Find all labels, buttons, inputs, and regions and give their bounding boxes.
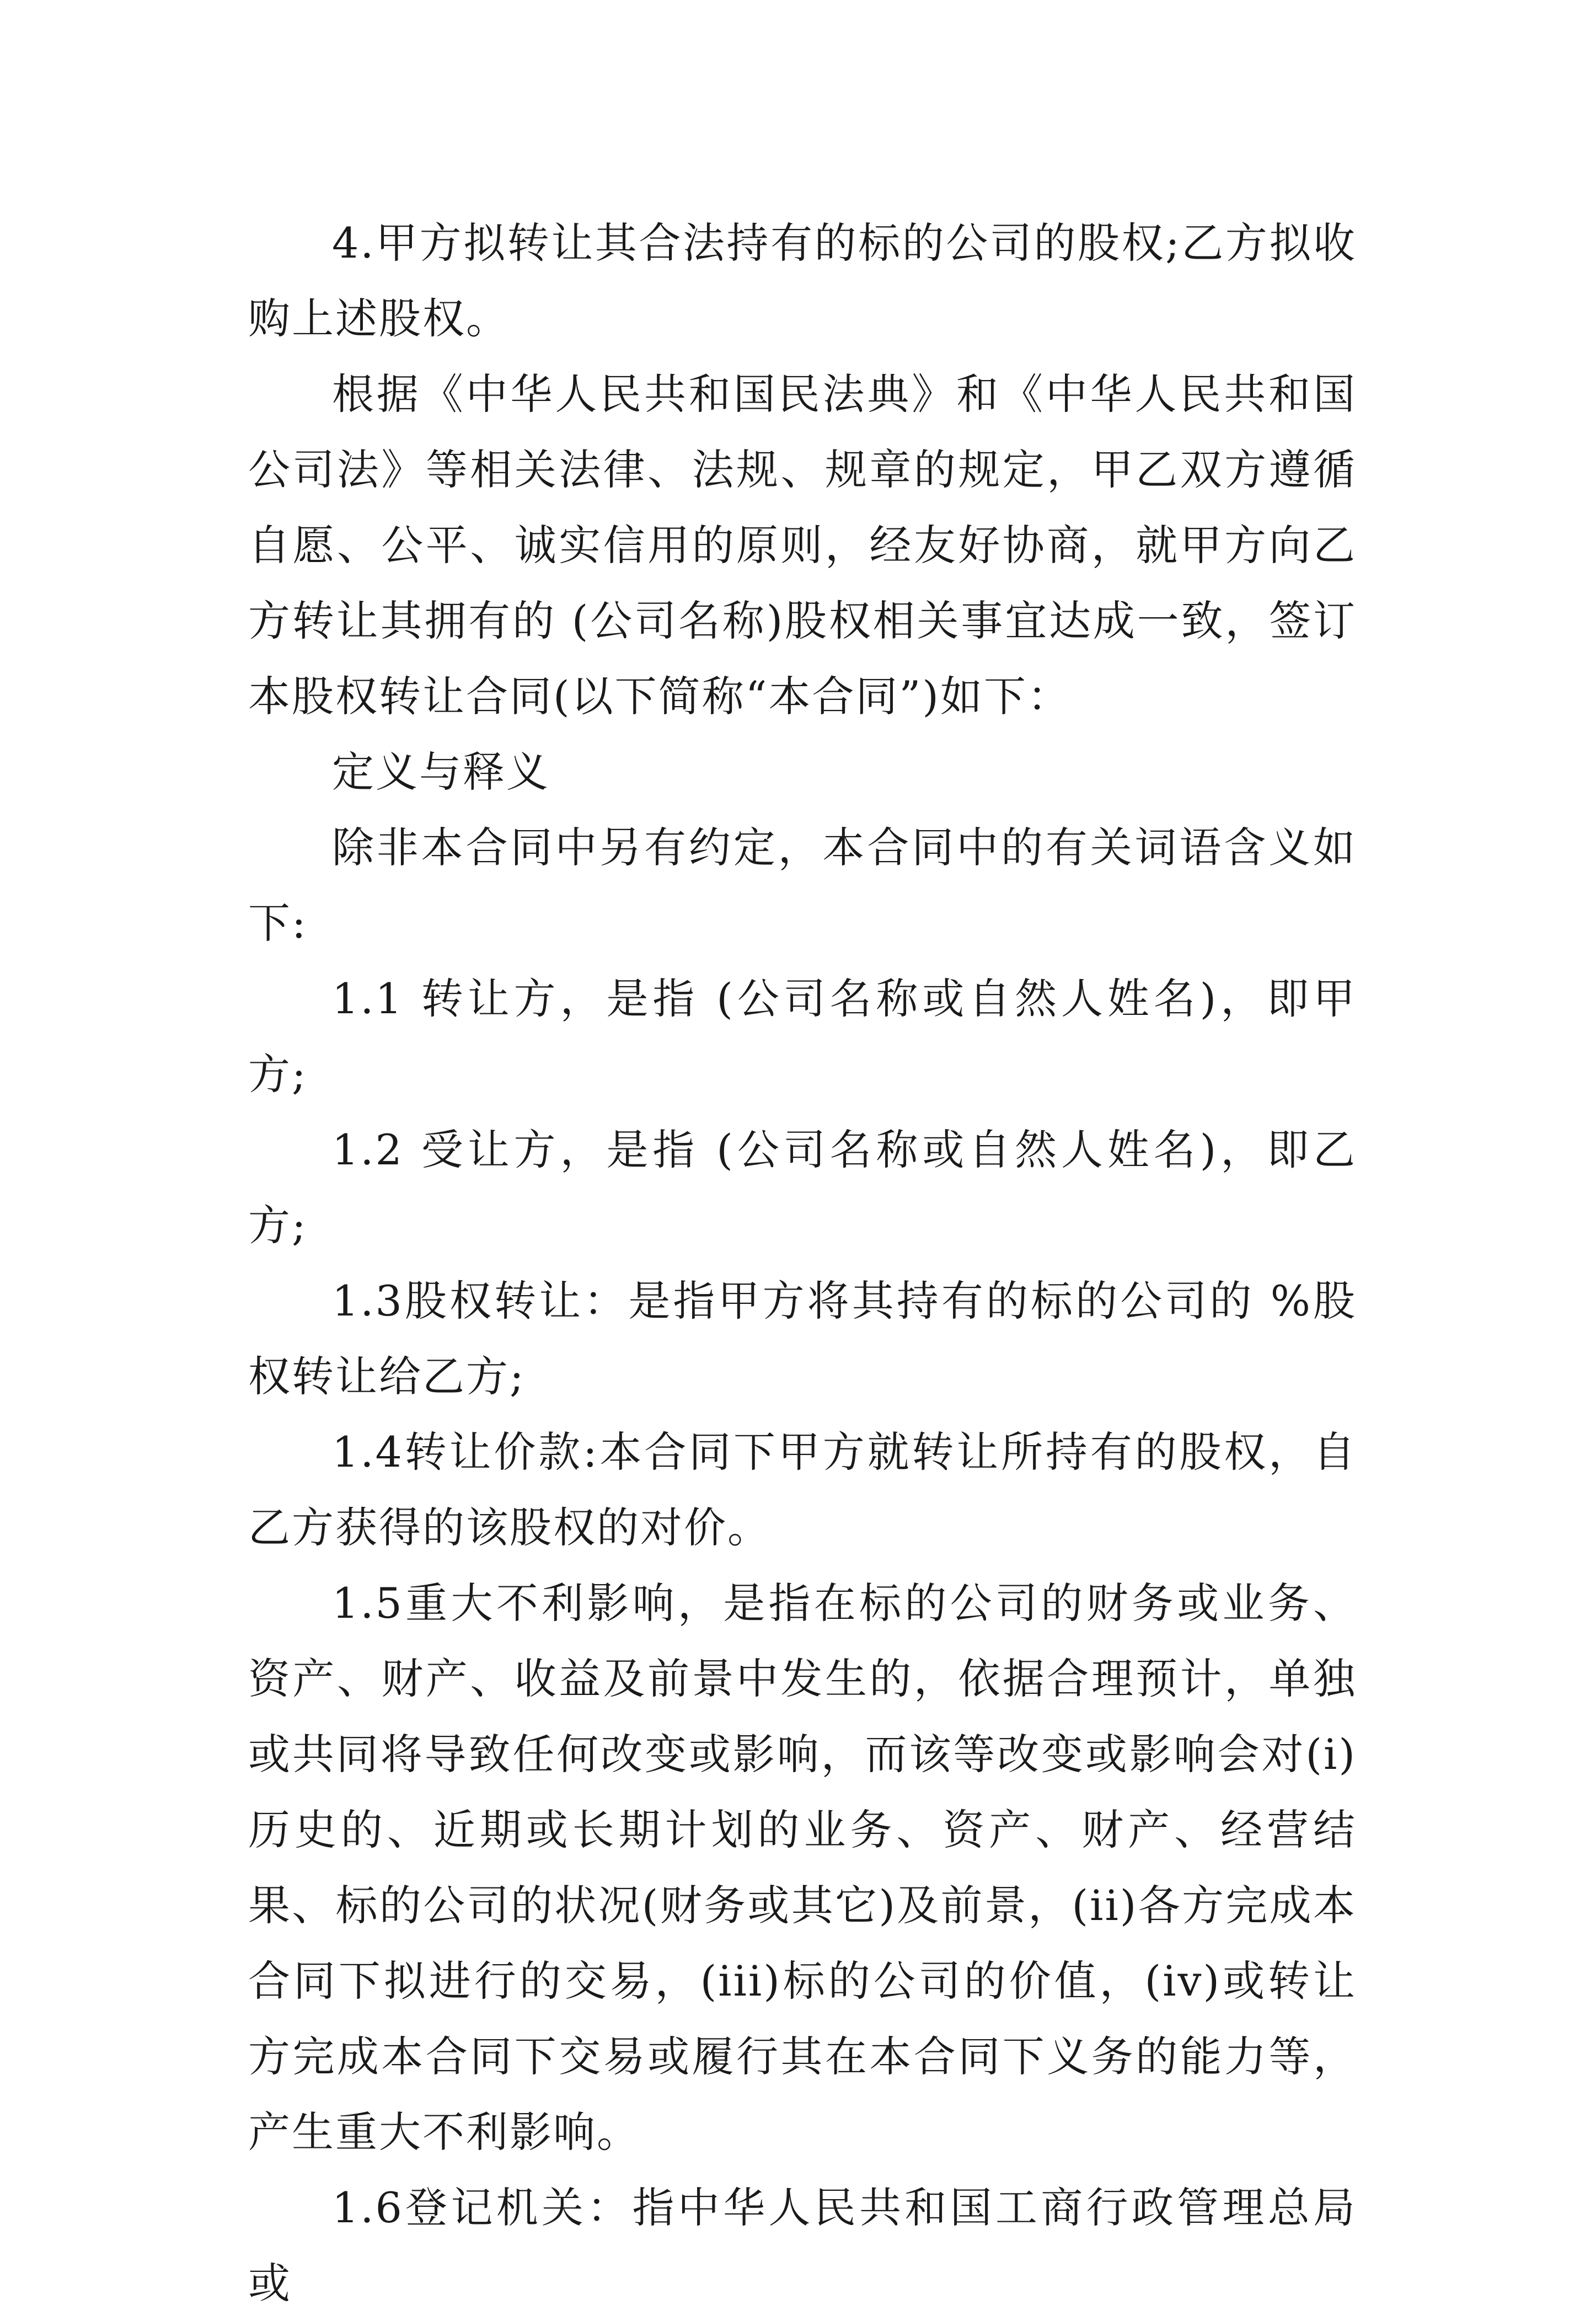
- paragraph-definitions-intro: 除非本合同中另有约定，本合同中的有关词语含义如下:: [248, 823, 1357, 948]
- definition-1-6-registration-authority: 1.6登记机关：指中华人民共和国工商行政管理总局或: [248, 2183, 1357, 2308]
- definition-1-1-transferor: 1.1 转让方，是指 (公司名称或自然人姓名)，即甲方;: [248, 974, 1357, 1099]
- section-heading-definitions: 定义与释义: [332, 747, 550, 796]
- definition-1-2-transferee: 1.2 受让方，是指 (公司名称或自然人姓名)，即乙方;: [248, 1125, 1357, 1250]
- document-body: [248, 205, 1357, 2321]
- paragraph-4-transfer-intent: 4.甲方拟转让其合法持有的标的公司的股权;乙方拟收购上述股权。: [248, 218, 1357, 343]
- paragraph-legal-basis: 根据《中华人民共和国民法典》和《中华人民共和国公司法》等相关法律、法规、规章的规定，甲乙双方遵循自愿、公平、诚实信用的原则，经友好协商，就甲方向乙方转让其拥有的 (公司名称)股权相关事宜达成一致，签订本股权转让合同(以下简称“本合同”)如下：: [248, 370, 1357, 721]
- definition-1-3-equity-transfer: 1.3股权转让：是指甲方将其持有的标的公司的 %股权转让给乙方;: [248, 1276, 1357, 1401]
- definition-1-4-transfer-price: 1.4转让价款:本合同下甲方就转让所持有的股权，自乙方获得的该股权的对价。: [248, 1427, 1357, 1552]
- definition-1-5-material-adverse-effect: 1.5重大不利影响，是指在标的公司的财务或业务、资产、财产、收益及前景中发生的，依据合理预计，单独或共同将导致任何改变或影响，而该等改变或影响会对(i)历史的、近期或长期计划的业务、资产、财产、经营结果、标的公司的状况(财务或其它)及前景，(ii)各方完成本合同下拟进行的交易，(iii)标的公司的价值，(iv)或转让方完成本合同下交易或履行其在本合同下义务的能力等，产生重大不利影响。: [248, 1579, 1357, 2157]
